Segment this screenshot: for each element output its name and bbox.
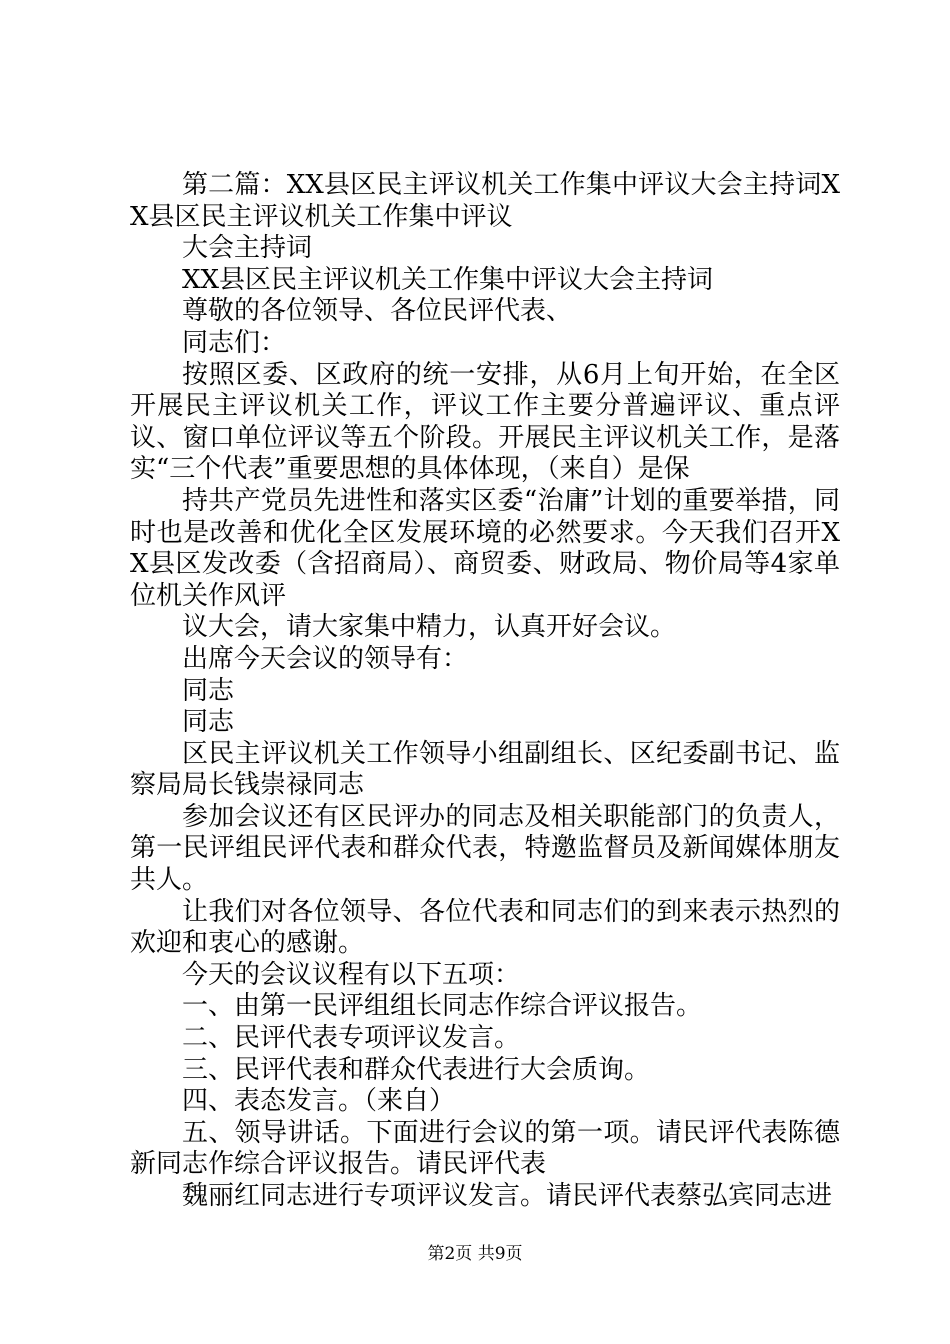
paragraph-body: 魏丽红同志进行专项评议发言。请民评代表蔡弘宾同志进 — [182, 1181, 833, 1211]
document-body — [130, 170, 840, 1213]
paragraph-attendee: 区民主评议机关工作领导小组副组长、区纪委副书记、监察局局长钱崇禄同志 — [130, 738, 840, 801]
paragraph-body: 按照区委、区政府的统一安排，从6月上旬开始，在全区开展民主评议机关工作，评议工作主要分普遍评议、重点评议、窗口单位评议等五个阶段。开展民主评议机关工作，是落实“三个代表”重要思想的具体体现，（来自）是保 — [130, 359, 840, 485]
paragraph-body: 持共产党员先进性和落实区委“治庸”计划的重要举措，同时也是改善和优化全区发展环境的必然要求。今天我们召开XX县区发改委（含招商局）、商贸委、财政局、物价局等4家单位机关作风评 — [130, 485, 840, 611]
paragraph-agenda-intro: 今天的会议议程有以下五项： — [182, 959, 521, 990]
paragraph-heading-continued: 大会主持词 — [182, 233, 313, 264]
paragraph-body: 让我们对各位领导、各位代表和同志们的到来表示热烈的欢迎和衷心的感谢。 — [130, 896, 840, 959]
paragraph-agenda-item: 一、由第一民评组组长同志作综合评议报告。 — [182, 991, 703, 1022]
page-footer — [0, 1243, 950, 1265]
paragraph-body: 参加会议还有区民评办的同志及相关职能部门的负责人，第一民评组民评代表和群众代表，特邀监督员及新闻媒体朋友共人。 — [130, 801, 840, 896]
paragraph-title: XX县区民主评议机关工作集中评议大会主持词 — [182, 264, 714, 295]
paragraph-agenda-item: 二、民评代表专项评议发言。 — [182, 1023, 521, 1054]
paragraph-agenda-item: 五、领导讲话。下面进行会议的第一项。请民评代表陈德新同志作综合评议报告。请民评代表 — [130, 1117, 840, 1180]
paragraph-heading: 第二篇：XX县区民主评议机关工作集中评议大会主持词XX县区民主评议机关工作集中评议 — [130, 170, 840, 232]
paragraph-salutation-comrades: 同志们： — [182, 327, 287, 358]
paragraph-agenda-item: 三、民评代表和群众代表进行大会质询。 — [182, 1054, 651, 1085]
paragraph-attendee: 同志 — [182, 707, 235, 738]
paragraph-attendee: 同志 — [182, 675, 235, 706]
page-number-label: 第2页 共9页 — [427, 1244, 523, 1264]
paragraph-salutation: 尊敬的各位领导、各位民评代表、 — [182, 296, 573, 327]
paragraph-body: 议大会，请大家集中精力，认真开好会议。 — [182, 612, 677, 643]
paragraph-attendees-intro: 出席今天会议的领导有： — [182, 643, 469, 674]
paragraph-agenda-item: 四、表态发言。（来自） — [182, 1086, 456, 1117]
